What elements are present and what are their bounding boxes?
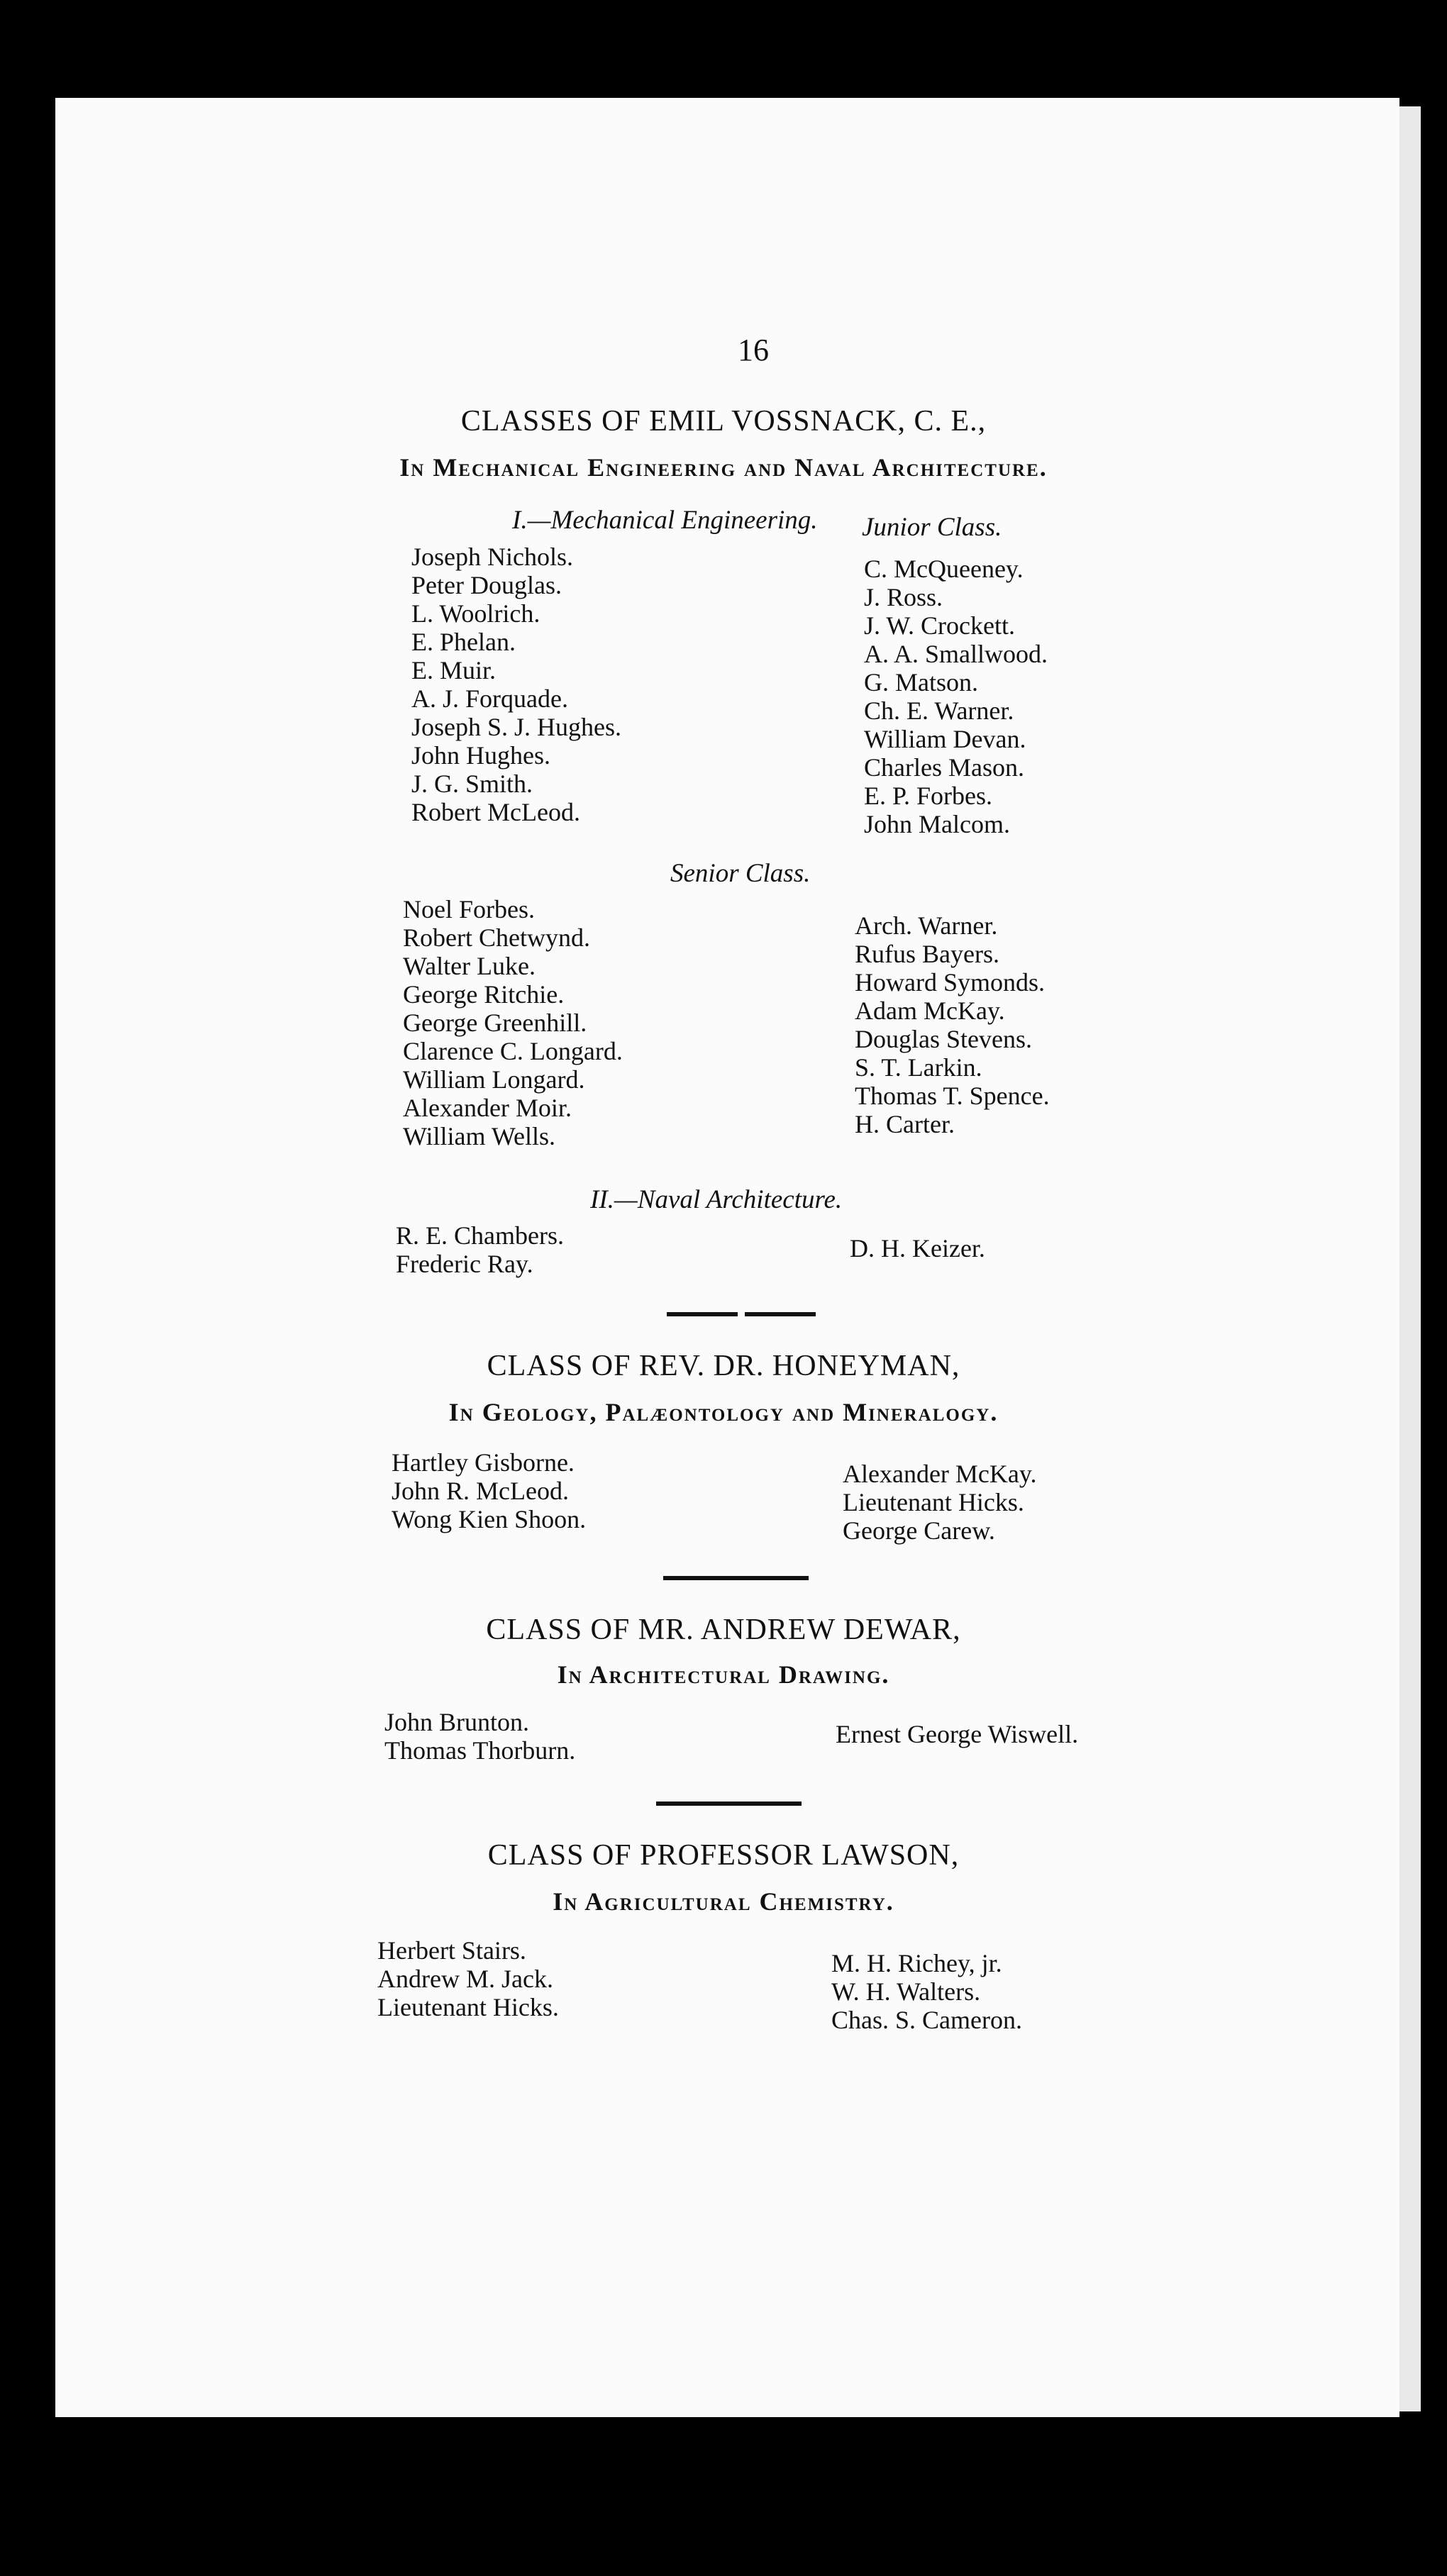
list-item: Alexander McKay.: [843, 1460, 1037, 1488]
list-item: John Hughes.: [411, 741, 550, 770]
list-item: J. G. Smith.: [411, 770, 533, 798]
section2-title: CLASS OF REV. DR. HONEYMAN,: [487, 1350, 960, 1382]
section3-subtitle: In Architectural Drawing.: [557, 1660, 890, 1689]
divider-rule: [745, 1312, 816, 1316]
list-item: William Longard.: [403, 1065, 585, 1094]
list-item: Andrew M. Jack.: [377, 1965, 553, 1993]
list-item: Noel Forbes.: [403, 895, 535, 923]
list-item: J. W. Crockett.: [864, 611, 1015, 640]
mech-left-list: [411, 543, 621, 826]
list-item: Douglas Stevens.: [855, 1025, 1032, 1053]
list-item: H. Carter.: [855, 1110, 955, 1138]
list-item: J. Ross.: [864, 583, 943, 611]
list-item: Chas. S. Cameron.: [831, 2006, 1022, 2034]
section1-subtitle: In Mechanical Engineering and Naval Architecture.: [399, 453, 1048, 482]
list-item: E. Phelan.: [411, 628, 516, 656]
list-item: D. H. Keizer.: [850, 1234, 985, 1262]
section3-left-list: [384, 1708, 575, 1765]
divider-rule: [667, 1312, 738, 1316]
list-item: C. McQueeney.: [864, 555, 1024, 583]
list-item: Frederic Ray.: [396, 1250, 533, 1278]
list-item: A. A. Smallwood.: [864, 640, 1048, 668]
list-item: G. Matson.: [864, 668, 978, 696]
list-item: M. H. Richey, jr.: [831, 1949, 1002, 1977]
section2-left-list: [392, 1448, 586, 1533]
naval-left-list: [396, 1221, 564, 1278]
senior-class-heading: Senior Class.: [670, 859, 811, 888]
divider-rule: [656, 1801, 802, 1806]
naval-architecture-heading: II.—Naval Architecture.: [590, 1185, 843, 1214]
page-number: 16: [738, 333, 769, 367]
list-item: Robert Chetwynd.: [403, 923, 590, 952]
junior-class-list: [864, 555, 1048, 838]
section1-title: CLASSES OF EMIL VOSSNACK, C. E.,: [460, 405, 987, 438]
list-item: A. J. Forquade.: [411, 684, 568, 713]
adjacent-page-edge: [1399, 106, 1421, 2411]
list-item: Howard Symonds.: [855, 968, 1045, 996]
list-item: Hartley Gisborne.: [392, 1448, 575, 1477]
section2-subtitle: In Geology, Palæontology and Mineralogy.: [448, 1398, 999, 1426]
list-item: John R. McLeod.: [392, 1477, 569, 1505]
section2-right-list: [843, 1460, 1037, 1545]
list-item: Thomas T. Spence.: [855, 1082, 1050, 1110]
section4-left-list: [377, 1936, 559, 2021]
section3-right-list: [836, 1720, 1078, 1748]
list-item: John Malcom.: [864, 810, 1010, 838]
list-item: Ernest George Wiswell.: [836, 1720, 1079, 1748]
page-sheet: [55, 98, 1399, 2417]
list-item: Lieutenant Hicks.: [377, 1993, 559, 2021]
list-item: William Devan.: [864, 725, 1026, 753]
list-item: S. T. Larkin.: [855, 1053, 982, 1082]
list-item: Wong Kien Shoon.: [392, 1505, 587, 1533]
list-item: Joseph Nichols.: [411, 543, 573, 571]
list-item: Ch. E. Warner.: [864, 696, 1014, 725]
mechanical-engineering-heading: I.—Mechanical Engineering.: [512, 506, 818, 535]
naval-right-list: [850, 1234, 985, 1262]
list-item: L. Woolrich.: [411, 599, 540, 628]
senior-left-list: [403, 895, 623, 1150]
list-item: E. Muir.: [411, 656, 497, 684]
senior-right-list: [855, 911, 1050, 1138]
list-item: Alexander Moir.: [403, 1094, 572, 1122]
list-item: George Greenhill.: [403, 1009, 587, 1037]
junior-class-heading: Junior Class.: [862, 513, 1002, 542]
list-item: Clarence C. Longard.: [403, 1037, 623, 1065]
section4-subtitle: In Agricultural Chemistry.: [553, 1887, 894, 1916]
list-item: Thomas Thorburn.: [384, 1736, 576, 1765]
list-item: R. E. Chambers.: [396, 1221, 564, 1250]
list-item: Lieutenant Hicks.: [843, 1488, 1024, 1516]
section3-title: CLASS OF MR. ANDREW DEWAR,: [486, 1614, 961, 1646]
list-item: E. P. Forbes.: [864, 782, 993, 810]
list-item: Peter Douglas.: [411, 571, 562, 599]
list-item: Charles Mason.: [864, 753, 1024, 782]
list-item: Joseph S. J. Hughes.: [411, 713, 622, 741]
divider-rule: [663, 1576, 809, 1580]
section4-right-list: [831, 1949, 1022, 2034]
list-item: Robert McLeod.: [411, 798, 580, 826]
list-item: John Brunton.: [384, 1708, 530, 1736]
list-item: Herbert Stairs.: [377, 1936, 526, 1965]
list-item: George Ritchie.: [403, 980, 565, 1009]
section4-title: CLASS OF PROFESSOR LAWSON,: [487, 1839, 960, 1872]
list-item: William Wells.: [403, 1122, 555, 1150]
list-item: George Carew.: [843, 1516, 995, 1545]
list-item: Adam McKay.: [855, 996, 1005, 1025]
list-item: Walter Luke.: [403, 952, 536, 980]
list-item: Rufus Bayers.: [855, 940, 999, 968]
list-item: Arch. Warner.: [855, 911, 998, 940]
list-item: W. H. Walters.: [831, 1977, 981, 2006]
